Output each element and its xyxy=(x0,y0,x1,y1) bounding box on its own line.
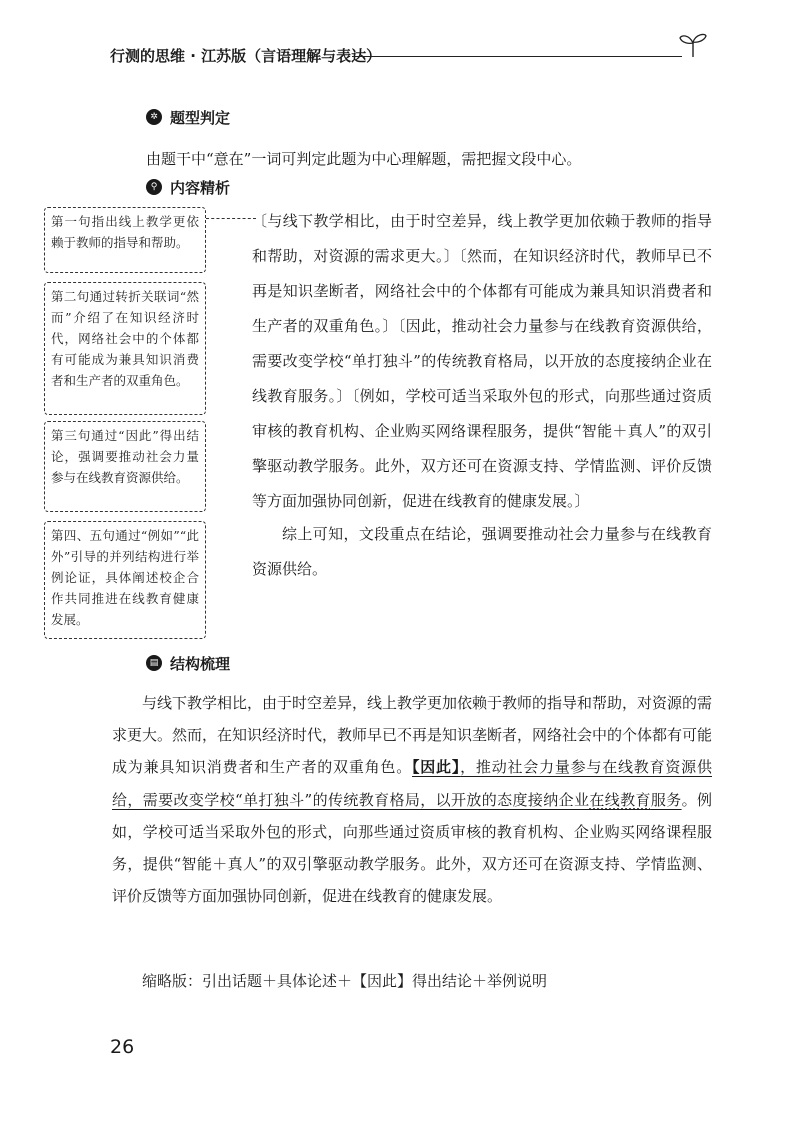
book-title: 行测的思维 · 江苏版（言语理解与表达） xyxy=(110,47,382,65)
brief-summary: 缩略版：引出话题＋具体论述＋【因此】得出结论＋举例说明 xyxy=(142,972,548,990)
analysis-summary: 综上可知，文段重点在结论，强调要推动社会力量参与在线教育资源供给。 xyxy=(252,525,712,578)
search-icon: ⚲ xyxy=(146,179,162,195)
sentence-4-5: 〔例如，学校可适当采取外包的形式，向那些通过资质审核的教育机构、企业购买网络课程服务，提供“智能＋真人”的双引擎驱动教学服务。此外，双方还可在资源支持、学情监测、评价反馈等方面加强协同创新，促进在线教育的健康发展。〕 xyxy=(252,387,712,510)
sentence-1: 〔与线下教学相比，由于时空差异，线上教学更加依赖于教师的指导和帮助，对资源的需求更大。〕 xyxy=(252,212,712,265)
gear-icon: ✲ xyxy=(146,109,162,125)
annotation-leader-line xyxy=(206,218,256,219)
passage-text xyxy=(252,204,712,519)
structure-intro: 与线下教学相比，由于时空差异，线上教学更加依赖于教师的指导和帮助，对资源的需求更大。然而，在知识经济时代，教师早已不再是知识垄断者，网络社会中的个体都有可能成为兼具知识消费者和生产者的双重角色。 xyxy=(112,694,713,777)
section-title: 内容精析 xyxy=(170,178,231,197)
sprout-icon xyxy=(678,30,708,58)
annotation-note-4: 第四、五句通过“例如”“此外”引导的并列结构进行举例论证，具体阐述校企合作共同推进在线教育健康发展。 xyxy=(44,521,206,639)
annotation-note-2: 第二句通过转折关联词“然而”介绍了在知识经济时代，网络社会中的个体都有可能成为兼具知识消费者和生产者的双重角色。 xyxy=(44,282,206,415)
annotation-note-1: 第一句指出线上教学更依赖于教师的指导和帮助。 xyxy=(44,207,206,273)
section-title: 结构梳理 xyxy=(170,654,231,673)
running-header xyxy=(110,44,710,70)
conclusion-text: ，推动社会力量参与在线教育资源供给，需要改变学校“单打独斗”的传统教育格局，以开放的态度接纳企业在线教育服务 xyxy=(112,758,712,809)
section-heading-structure xyxy=(146,652,230,674)
section-title: 题型判定 xyxy=(170,108,231,127)
page-number: 26 xyxy=(110,1036,135,1058)
structure-icon: ▤ xyxy=(146,655,162,671)
structure-text xyxy=(112,687,712,912)
judge-text: 由题干中“意在”一词可判定此题为中心理解题，需把握文段中心。 xyxy=(146,150,582,168)
structure-examples: 。例如，学校可适当采取外包的形式，向那些通过资质审核的教育机构、企业购买网络课程服务，提供“智能＋真人”的双引擎驱动教学服务。此外，双方还可在资源支持、学情监测、评价反馈等方面加强协同创新，促进在线教育的健康发展。 xyxy=(112,790,712,906)
section-heading-judge xyxy=(146,106,230,128)
section-heading-analysis xyxy=(146,176,230,198)
keyword-emphasis: 在线教育 xyxy=(589,790,651,809)
header-rule xyxy=(352,56,682,57)
conclusion-marker: 【因此】 xyxy=(411,758,461,777)
annotation-note-3: 第三句通过“因此”得出结论，强调要推动社会力量参与在线教育资源供给。 xyxy=(44,421,206,512)
sentence-2: 〔然而，在知识经济时代，教师早已不再是知识垄断者，网络社会中的个体都有可能成为兼具知识消费者和生产者的双重角色。〕 xyxy=(252,247,712,335)
sentence-3: 〔因此，推动社会力量参与在线教育资源供给，需要改变学校“单打独斗”的传统教育格局，以开放的态度接纳企业在线教育服务。〕 xyxy=(252,317,712,405)
